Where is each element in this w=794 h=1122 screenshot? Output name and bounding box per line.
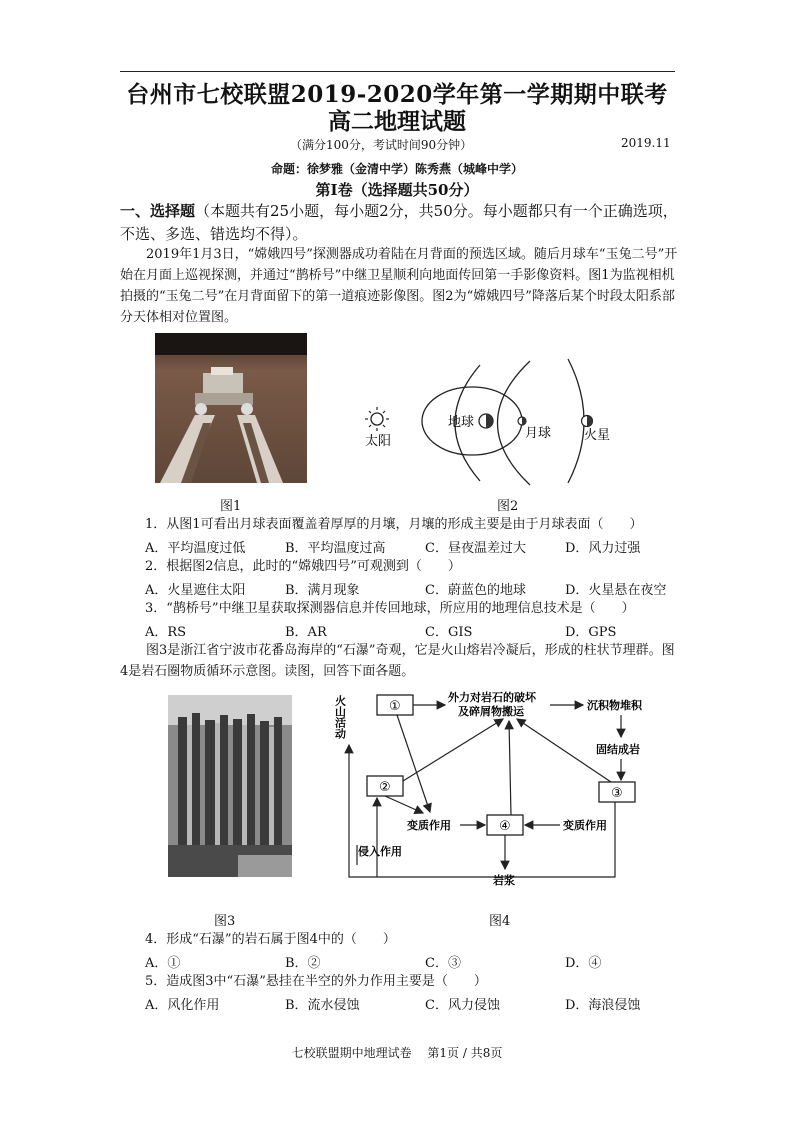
exam-subtitle: 高二地理试题: [328, 108, 466, 135]
weathering-label-1: 外力对岩石的破坏: [448, 691, 536, 704]
magma-label: 岩浆: [493, 874, 515, 887]
figure2-caption: 图2: [497, 499, 519, 514]
intrusion-label: 侵入作用: [358, 845, 402, 858]
question-3-stem: 3．“鹊桥号”中继卫星获取探测器信息并传回地球，所应用的地理信息技术是（ ）: [145, 601, 635, 616]
figure1-caption: 图1: [220, 499, 242, 514]
q5-option-c[interactable]: C．风力侵蚀: [425, 998, 500, 1013]
q4-option-b[interactable]: B．②: [285, 956, 321, 971]
question-2-options: [145, 579, 680, 598]
box4-label: ④: [499, 819, 511, 834]
question-1-options: [145, 537, 680, 556]
q1-option-a[interactable]: A．平均温度过低: [145, 541, 246, 556]
deposition-label: 沉积物堆积: [587, 699, 642, 712]
earth-label: 地球: [448, 415, 475, 430]
q2-option-d[interactable]: D．火星悬在夜空: [565, 583, 667, 598]
q3-option-d[interactable]: D．GPS: [565, 625, 617, 640]
top-rule: [120, 71, 675, 72]
figure3-caption: 图3: [214, 914, 236, 929]
figure3-stone-waterfall-photo: [168, 695, 292, 877]
q4-option-d[interactable]: D．④: [565, 956, 602, 971]
consolidation-label: 固结成岩: [596, 743, 640, 756]
sun-label: 太阳: [365, 434, 392, 449]
section-heading: 一、选择题: [120, 202, 196, 220]
weathering-label-2: 及碎屑物搬运: [458, 705, 524, 718]
volcano-label: 火山活动: [333, 695, 347, 739]
section-instruction-text: （本题共有25小题，每小题2分，共50分。每小题都只有一个正确选项，不选、多选、错选均不得）。: [120, 202, 678, 243]
q2-option-a[interactable]: A．火星遮住太阳: [145, 583, 246, 598]
exam-title: 台州市七校联盟2019-2020学年第一学期期中联考: [126, 81, 668, 108]
question-5-options: [145, 994, 680, 1013]
sun-icon: [365, 407, 389, 431]
question-2-stem: 2．根据图2信息，此时的“嫦娥四号”可观测到（ ）: [145, 559, 461, 574]
volume-heading: 第Ⅰ卷（选择题共50分）: [315, 181, 479, 199]
q3-option-a[interactable]: A．RS: [145, 625, 187, 640]
figure2-diagram: [360, 355, 650, 485]
box3-label: ③: [611, 786, 623, 801]
figure4-caption: 图4: [489, 914, 511, 929]
q2-option-c[interactable]: C．蔚蓝色的地球: [425, 583, 526, 598]
metamorphism-label-right: 变质作用: [563, 819, 607, 832]
question-5-stem: 5．造成图3中“石瀑”悬挂在半空的外力作用主要是（ ）: [145, 974, 487, 989]
q5-option-b[interactable]: B．流水侵蚀: [285, 998, 360, 1013]
q4-option-c[interactable]: C．③: [425, 956, 461, 971]
exam-date: 2019.11: [621, 136, 671, 150]
box1-label: ①: [389, 699, 401, 714]
q2-option-b[interactable]: B．满月现象: [285, 583, 360, 598]
q1-option-c[interactable]: C．昼夜温差过大: [425, 541, 526, 556]
q3-option-b[interactable]: B．AR: [285, 625, 327, 640]
question-3-options: [145, 621, 680, 640]
section-instruction: [120, 200, 680, 246]
q1-option-b[interactable]: B．平均温度过高: [285, 541, 386, 556]
q4-option-a[interactable]: A．①: [145, 956, 181, 971]
figure4-rock-cycle-diagram: [335, 685, 665, 890]
moon-label: 月球: [525, 426, 552, 441]
score-note: （满分100分，考试时间90分钟）: [290, 138, 473, 152]
mars-label: 火星: [584, 428, 611, 443]
q5-option-a[interactable]: A．风化作用: [145, 998, 220, 1013]
metamorphism-label-left: 变质作用: [407, 819, 451, 832]
q5-option-d[interactable]: D．海浪侵蚀: [565, 998, 641, 1013]
q1-option-d[interactable]: D．风力过强: [565, 541, 641, 556]
figure1-rover-photo: [155, 333, 307, 483]
box2-label: ②: [379, 780, 391, 795]
question-1-stem: 1．从图1可看出月球表面覆盖着厚厚的月壤，月壤的形成主要是由于月球表面（ ）: [145, 517, 643, 532]
passage-2: 图3是浙江省宁波市花番岛海岸的“石瀑”奇观，它是火山熔岩冷凝后，形成的柱状节理群。图4是岩石圈物质循环示意图。读图，回答下面各题。: [120, 643, 675, 679]
page-footer: 七校联盟期中地理试卷 第1页 / 共8页: [291, 1046, 503, 1060]
passage-1: 2019年1月3日，“嫦娥四号”探测器成功着陆在月背面的预选区域。随后月球车“玉兔二号”开始在月面上巡视探测，并通过“鹊桥号”中继卫星顺利向地面传回第一手影像资料。图1为监视相机拍摄的“玉兔二号”在月背面留下的第一道痕迹影像图。图2为“嫦娥四号”降落后某个时段太阳系部分天体相对位置图。: [120, 247, 678, 325]
q3-option-c[interactable]: C．GIS: [425, 625, 473, 640]
question-4-stem: 4．形成“石瀑”的岩石属于图4中的（ ）: [145, 932, 396, 947]
question-4-options: [145, 952, 680, 971]
authors: 命题：徐梦雅（金清中学）陈秀燕（城峰中学）: [270, 162, 523, 176]
